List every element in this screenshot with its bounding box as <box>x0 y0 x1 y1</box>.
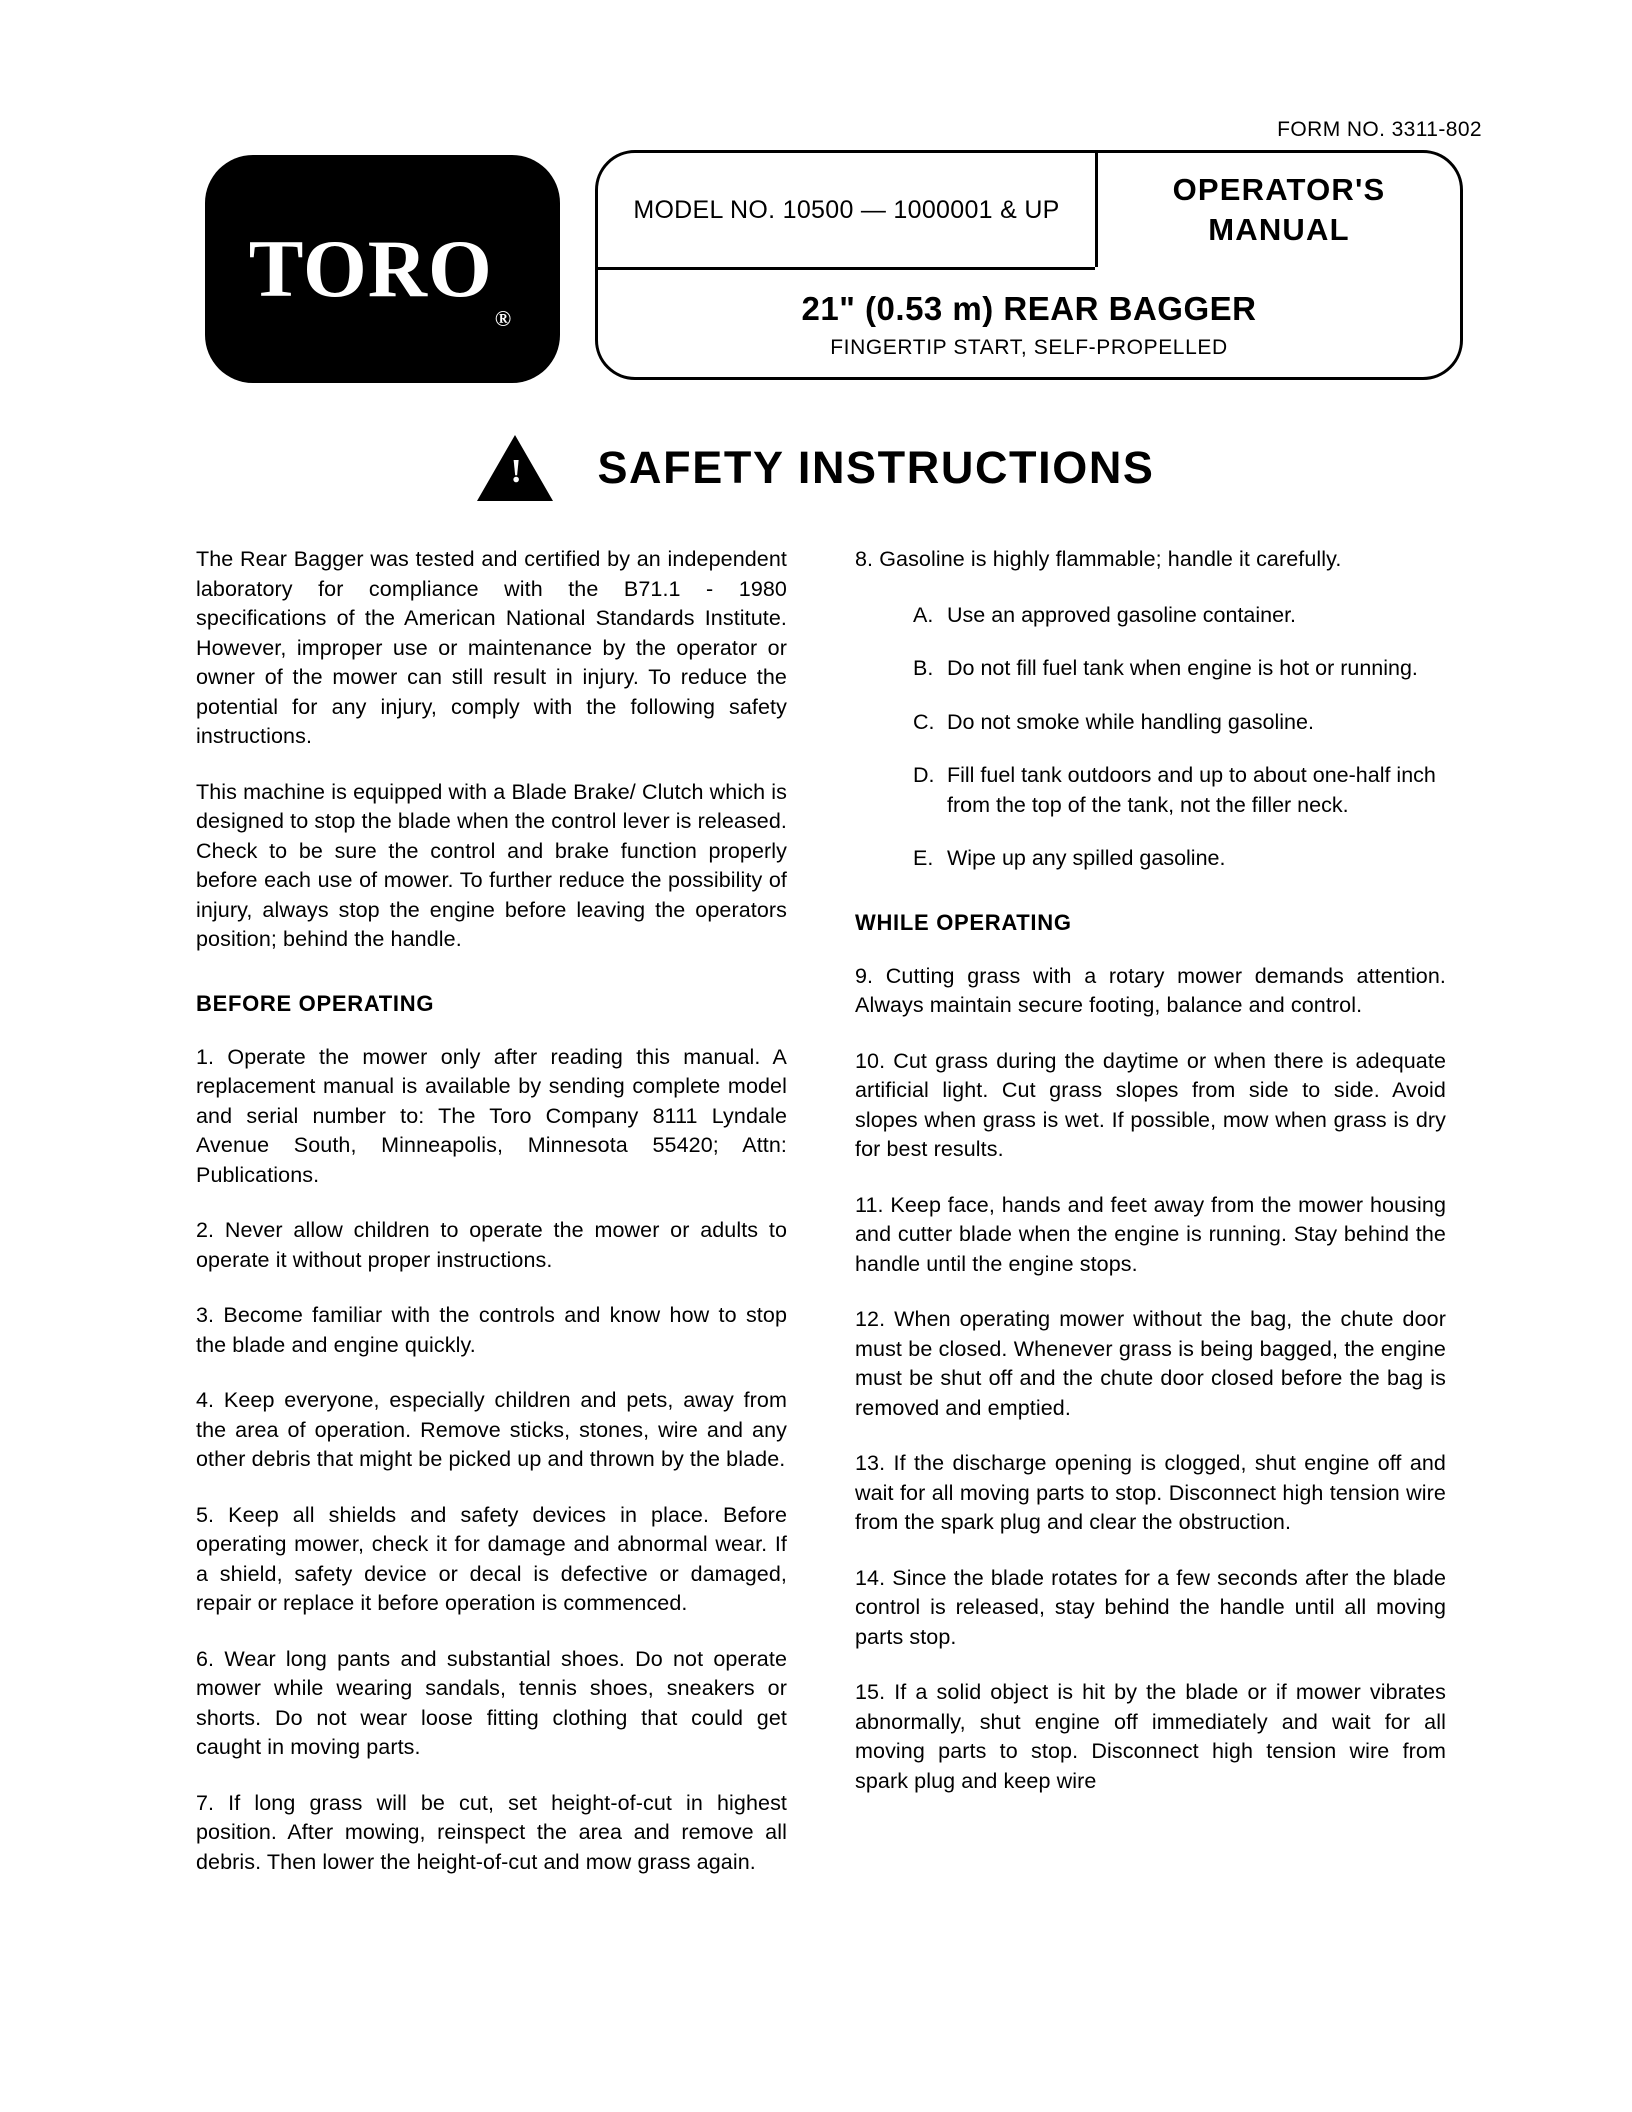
model-number-cell <box>598 153 1095 267</box>
product-title: 21" (0.53 m) REAR BAGGER <box>801 290 1257 327</box>
list-item: 9. Cutting grass with a rotary mower demands attention. Always maintain secure footing, balance and control. <box>855 963 1446 1017</box>
list-item <box>913 844 1446 874</box>
sub-item-text: Wipe up any spilled gasoline. <box>947 846 1226 870</box>
list-item: 5. Keep all shields and safety devices in place. Before operating mower, check it for damage and abnormal wear. If a shield, safety device or decal is defective or damaged, repair or replace it before operation is commenced. <box>196 1502 787 1615</box>
list-item: 11. Keep face, hands and feet away from the mower housing and cutter blade when the engine is running. Stay behind the handle until the engine stops. <box>855 1192 1446 1276</box>
sub-item-letter: C. <box>913 709 935 734</box>
sub-item-letter: E. <box>913 846 934 870</box>
intro-paragraph-2: This machine is equipped with a Blade Brake/ Clutch which is designed to stop the blade when the control lever is released. Check to be sure the control and brake function properly before each use of mower. To further reduce the possibility of injury, always stop the engine before leaving the operators position; behind the handle. <box>196 779 787 951</box>
exclamation-mark-icon: ! <box>510 453 522 490</box>
list-item: 7. If long grass will be cut, set height-of-cut in highest position. After mowing, reinspect the area and remove all debris. Then lower the height-of-cut and mow grass again. <box>196 1790 787 1874</box>
warning-triangle-icon <box>477 435 553 501</box>
model-info-top-row <box>598 153 1460 267</box>
sub-item-text: Do not fill fuel tank when engine is hot or running. <box>947 656 1418 680</box>
sub-item-letter: B. <box>913 656 934 680</box>
intro-paragraph-1: The Rear Bagger was tested and certified by an independent laboratory for compliance with the B71.1 - 1980 specifications of the American National Standards Institute. However, improper use or maintenance by the operator or owner of the mower can still result in injury. To reduce the potential for any injury, comply with the following safety instructions. <box>196 547 787 748</box>
content-columns <box>196 545 1446 1877</box>
sub-item-text: Fill fuel tank outdoors and up to about one-half inch from the top of the tank, not the filler neck. <box>947 763 1436 817</box>
manual-label: MANUAL <box>1208 212 1350 247</box>
list-item: 2. Never allow children to operate the mower or adults to operate it without proper instructions. <box>196 1218 787 1272</box>
list-item: 15. If a solid object is hit by the blade or if mower vibrates abnormally, shut engine off immediately and wait for all moving parts to stop. Disconnect high tension wire from spark plug and keep wire <box>855 1680 1446 1793</box>
product-title-cell <box>598 270 1460 380</box>
model-number-text: MODEL NO. 10500 — 1000001 & UP <box>633 195 1060 224</box>
list-item: 1. Operate the mower only after reading this manual. A replacement manual is available by sending complete model and serial number to: The Toro Company 8111 Lyndale Avenue South, Minneapolis, Minnesota 55420; Attn: Publications. <box>196 1044 787 1187</box>
list-item <box>913 601 1446 631</box>
sub-item-text: Do not smoke while handling gasoline. <box>947 709 1314 734</box>
gasoline-sub-list <box>855 601 1446 874</box>
logo-wordmark: TORO <box>248 223 493 314</box>
model-info-box <box>595 150 1463 380</box>
before-operating-heading: BEFORE OPERATING <box>196 990 435 1016</box>
form-number: FORM NO. 3311-802 <box>1277 118 1482 141</box>
list-item: 10. Cut grass during the daytime or when there is adequate artificial light. Cut grass slopes from side to side. Avoid slopes when grass is wet. If possible, mow when grass is dry for best results. <box>855 1048 1446 1161</box>
manual-title-cell <box>1098 153 1460 267</box>
list-item: 4. Keep everyone, especially children and pets, away from the area of operation. Remove sticks, stones, wire and any other debris that might be picked up and thrown by the blade. <box>196 1388 787 1471</box>
right-column <box>855 545 1446 1877</box>
sub-item-letter: A. <box>913 602 934 627</box>
list-item: 13. If the discharge opening is clogged, shut engine off and wait for all moving parts to stop. Disconnect high tension wire from the spark plug and clear the obstruction. <box>855 1451 1446 1534</box>
sub-item-text: Use an approved gasoline container. <box>947 602 1297 627</box>
document-header <box>205 150 1465 390</box>
while-operating-heading: WHILE OPERATING <box>855 909 1072 935</box>
registered-trademark-icon: ® <box>494 306 513 331</box>
list-item: 6. Wear long pants and substantial shoes. Do not operate mower while wearing sandals, tennis shoes, sneakers or shorts. Do not wear loose fitting clothing that could get caught in moving parts. <box>196 1646 787 1759</box>
page-title: SAFETY INSTRUCTIONS <box>597 442 1155 493</box>
list-item <box>913 654 1446 684</box>
toro-logo <box>205 155 560 383</box>
list-item <box>913 708 1446 738</box>
list-item: 3. Become familiar with the controls and know how to stop the blade and engine quickly. <box>196 1303 787 1357</box>
product-subtitle: FINGERTIP START, SELF-PROPELLED <box>830 336 1228 359</box>
left-column <box>196 545 787 1877</box>
list-item: 8. Gasoline is highly flammable; handle it carefully. <box>855 547 1342 571</box>
operators-label: OPERATOR'S <box>1172 171 1386 207</box>
list-item: 12. When operating mower without the bag, the chute door must be closed. Whenever grass is being bagged, the engine must be shut off and the chute door closed before the bag is removed and emptied. <box>855 1307 1446 1420</box>
sub-item-letter: D. <box>913 763 935 787</box>
list-item <box>913 761 1446 820</box>
list-item: 14. Since the blade rotates for a few seconds after the blade control is released, stay behind the handle until all moving parts stop. <box>855 1565 1446 1649</box>
safety-instructions-header <box>0 435 1632 501</box>
